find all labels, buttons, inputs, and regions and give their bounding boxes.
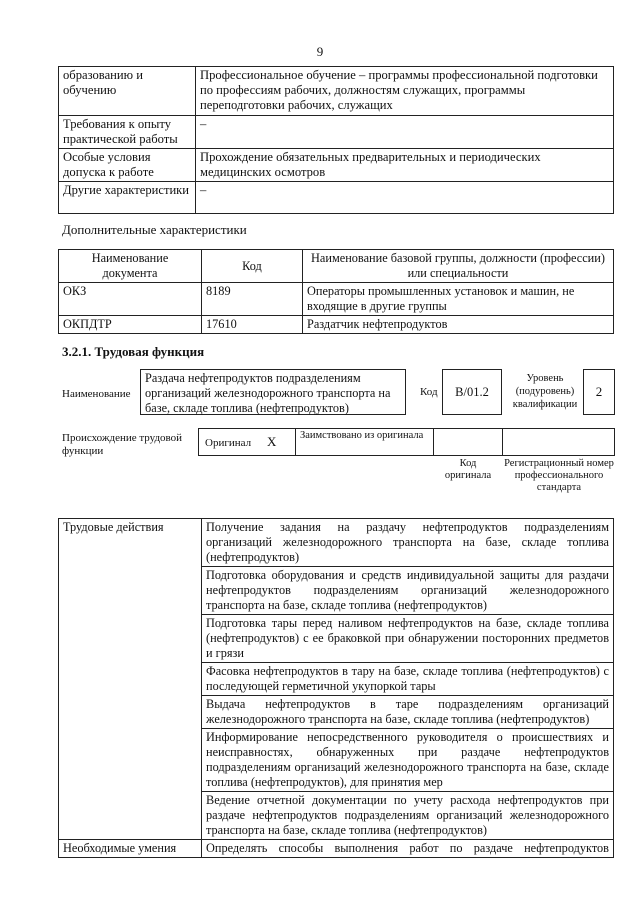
requirement-value: Прохождение обязательных предварительных и периодических медицинских осмотров (196, 149, 614, 182)
action-item: Фасовка нефтепродуктов в тару на базе, складе топлива (нефтепродуктов) с последующей герметичной укупоркой тары (202, 663, 614, 696)
table-header-row (59, 250, 614, 283)
action-item: Выдача нефтепродуктов в таре подразделениям организаций железнодорожного транспорта на базе, складе топлива (нефтепродуктов) (202, 696, 614, 729)
page-number: 9 (316, 44, 324, 59)
table-cell: Раздатчик нефтепродуктов (303, 316, 614, 334)
original-mark: X (267, 434, 277, 449)
additional-title: Дополнительные характеристики (62, 222, 247, 237)
column-header: Код (202, 250, 303, 283)
qualification-level-label: Уровень (подуровень) квалификации (512, 373, 578, 410)
section-title: 3.2.1. Трудовая функция (62, 344, 205, 359)
table-row (59, 149, 614, 182)
table-cell: ОКПДТР (59, 316, 202, 334)
requirement-label: Требования к опыту практической работы (59, 116, 196, 149)
additional-table (58, 249, 614, 334)
function-code-label: Код (420, 386, 438, 398)
requirement-value: Профессиональное обучение – программы профессиональной подготовки по профессиям рабочих, должностям служащих, программы переподготовки рабочих, служащих (196, 67, 614, 116)
skill-item: Определять способы выполнения работ по раздаче нефтепродуктов (202, 840, 614, 858)
original-label: Оригинал (205, 437, 252, 449)
table-cell: ОКЗ (59, 283, 202, 316)
original-code-box (433, 428, 503, 456)
action-item: Информирование непосредственного руководителя о происшествиях и неисправностях, обнаруженных при раздаче нефтепродуктов подразделениям организаций железнодорожного транспорта на базе, складе топлива (нефтепродуктов), для принятия мер (202, 729, 614, 792)
requirement-label: Особые условия допуска к работе (59, 149, 196, 182)
action-item: Ведение отчетной документации по учету расхода нефтепродуктов при раздаче нефтепродуктов подразделениям организаций железнодорожного транспорта на базе, складе топлива (нефтепродуктов) (202, 792, 614, 840)
function-code-value: В/01.2 (442, 369, 502, 415)
table-row (59, 316, 614, 334)
table-row (59, 283, 614, 316)
origin-label: Происхождение трудовой функции (62, 432, 183, 457)
action-item: Подготовка оборудования и средств индивидуальной защиты для раздачи нефтепродуктов подразделениям организаций железнодорожного транспорта на базе, складе топлива (нефтепродуктов) (202, 567, 614, 615)
original-box (198, 428, 296, 456)
labor-actions-table (58, 518, 614, 858)
requirement-value: – (196, 116, 614, 149)
column-header: Наименование документа (59, 250, 202, 283)
action-item: Получение задания на раздачу нефтепродуктов подразделениям организаций железнодорожного транспорта на базе, складе топлива (нефтепродуктов) (202, 519, 614, 567)
registration-number-box (502, 428, 615, 456)
skills-label: Необходимые умения (59, 840, 202, 858)
table-row (59, 519, 614, 567)
table-cell: 8189 (202, 283, 303, 316)
table-cell: 17610 (202, 316, 303, 334)
column-header: Наименование базовой группы, должности (профессии) или специальности (303, 250, 614, 283)
requirement-label: образованию и обучению (59, 67, 196, 116)
table-row (59, 182, 614, 214)
table-row (59, 116, 614, 149)
action-item: Подготовка тары перед наливом нефтепродуктов на базе, складе топлива (нефтепродуктов) с ее браковкой при обнаружении посторонних предметов и грязи (202, 615, 614, 663)
requirement-value: – (196, 182, 614, 214)
function-name-value: Раздача нефтепродуктов подразделениям организаций железнодорожного транспорта на базе, складе топлива (нефтепродуктов) (140, 369, 406, 415)
actions-label: Трудовые действия (59, 519, 202, 840)
registration-number-caption: Регистрационный номер профессионального стандарта (504, 458, 614, 493)
table-cell: Операторы промышленных установок и машин, не входящие в другие группы (303, 283, 614, 316)
qualification-level-value: 2 (583, 369, 615, 415)
requirements-table (58, 66, 614, 214)
borrowed-box: Заимствовано из оригинала (295, 428, 434, 456)
table-row (59, 840, 614, 858)
table-row (59, 67, 614, 116)
original-code-caption: Код оригинала (444, 458, 492, 481)
requirement-label: Другие характеристики (59, 182, 196, 214)
function-name-label: Наименование (62, 388, 131, 400)
